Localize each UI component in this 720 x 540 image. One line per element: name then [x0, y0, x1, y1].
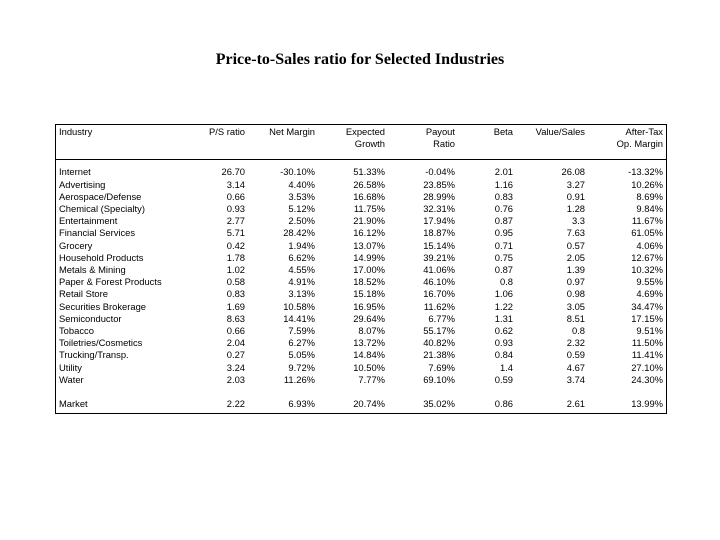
after-tax-margin-cell: 61.05% [631, 227, 663, 239]
net-margin-cell: 4.91% [288, 276, 315, 288]
beta-cell: 1.06 [494, 288, 513, 300]
table-row [56, 337, 666, 349]
ps-ratio-cell: 26.70 [221, 166, 245, 178]
table-row [56, 252, 666, 264]
expected-growth-cell: 14.84% [353, 349, 385, 361]
header-payout: Payout [425, 126, 455, 137]
expected-growth-cell: 51.33% [353, 166, 385, 178]
value-sales-cell: 0.8 [571, 325, 585, 337]
value-sales-cell: 3.3 [571, 215, 585, 227]
header-op-margin: Op. Margin [588, 138, 666, 160]
table-row [56, 191, 666, 203]
industry-cell: Utility [59, 361, 82, 373]
beta-cell: 2.01 [494, 166, 513, 178]
expected-growth-cell: 15.18% [353, 288, 385, 300]
value-sales-cell: 0.57 [566, 239, 585, 251]
value-sales-cell: 0.91 [566, 190, 585, 202]
industry-cell: Semiconductor [59, 312, 122, 324]
payout-ratio-cell: -0.04% [425, 166, 455, 178]
net-margin-cell: 14.41% [283, 312, 315, 324]
net-margin-cell: 5.12% [288, 203, 315, 215]
payout-ratio-cell: 11.62% [423, 300, 455, 312]
beta-cell: 0.62 [494, 325, 513, 337]
net-margin-cell: 10.58% [283, 300, 315, 312]
beta-cell: 0.95 [494, 227, 513, 239]
beta-cell: 0.87 [494, 264, 513, 276]
industry-table [56, 126, 666, 410]
net-margin-cell: 11.26% [283, 373, 315, 385]
value-sales-cell: 26.08 [561, 166, 585, 178]
after-tax-margin-cell: 10.32% [631, 264, 663, 276]
payout-ratio-cell: 6.77% [428, 312, 455, 324]
header-blank [56, 138, 188, 160]
after-tax-margin-cell: 11.50% [631, 337, 663, 349]
industry-cell: Household Products [59, 251, 144, 263]
net-margin-cell: 4.40% [288, 178, 315, 190]
after-tax-margin-cell: 17.15% [631, 312, 663, 324]
ps-ratio-cell: 1.02 [226, 264, 245, 276]
industry-cell: Financial Services [59, 227, 136, 239]
beta-cell: 0.76 [494, 203, 513, 215]
payout-ratio-cell: 69.10% [423, 373, 455, 385]
after-tax-margin-cell: 9.55% [636, 276, 663, 288]
payout-ratio-cell: 35.02% [423, 398, 455, 410]
net-margin-cell: 7.59% [288, 325, 315, 337]
industry-cell: Market [59, 398, 88, 410]
after-tax-margin-cell: 11.41% [631, 349, 663, 361]
table-row [56, 160, 666, 179]
expected-growth-cell: 21.90% [353, 215, 385, 227]
expected-growth-cell: 20.74% [353, 398, 385, 410]
expected-growth-cell: 17.00% [353, 264, 385, 276]
expected-growth-cell: 16.12% [353, 227, 385, 239]
header-blank [458, 138, 516, 160]
after-tax-margin-cell: 10.26% [631, 178, 663, 190]
value-sales-cell: 1.28 [566, 203, 585, 215]
value-sales-cell: 3.74 [566, 373, 585, 385]
value-sales-cell: 7.63 [566, 227, 585, 239]
value-sales-cell: 0.98 [566, 288, 585, 300]
payout-ratio-cell: 40.82% [423, 337, 455, 349]
header-after-tax: After-Tax [625, 126, 663, 137]
ps-ratio-cell: 2.04 [226, 337, 245, 349]
after-tax-margin-cell: 4.69% [636, 288, 663, 300]
ps-ratio-cell: 0.58 [226, 276, 245, 288]
net-margin-cell: 3.13% [288, 288, 315, 300]
table-body [56, 160, 666, 410]
expected-growth-cell: 29.64% [353, 312, 385, 324]
net-margin-cell: 4.55% [288, 264, 315, 276]
industry-cell: Toiletries/Cosmetics [59, 337, 143, 349]
beta-cell: 0.84 [494, 349, 513, 361]
industry-cell: Securities Brokerage [59, 300, 147, 312]
industry-cell: Aerospace/Defense [59, 190, 142, 202]
net-margin-cell: 2.50% [288, 215, 315, 227]
ps-ratio-cell: 1.78 [226, 251, 245, 263]
page-title: Price-to-Sales ratio for Selected Industries [215, 51, 505, 68]
header-expected: Expected [345, 126, 385, 137]
after-tax-margin-cell: 4.06% [636, 239, 663, 251]
payout-ratio-cell: 7.69% [428, 361, 455, 373]
industry-cell: Advertising [59, 178, 106, 190]
net-margin-cell: -30.10% [280, 166, 315, 178]
header-ratio: Ratio [388, 138, 458, 160]
after-tax-margin-cell: 9.51% [636, 325, 663, 337]
net-margin-cell: 6.93% [288, 398, 315, 410]
after-tax-margin-cell: 11.67% [631, 215, 663, 227]
beta-cell: 0.86 [494, 398, 513, 410]
header-beta: Beta [493, 126, 513, 137]
expected-growth-cell: 13.07% [353, 239, 385, 251]
ps-ratio-cell: 0.66 [226, 190, 245, 202]
table-row [56, 240, 666, 252]
beta-cell: 0.8 [499, 276, 513, 288]
ps-ratio-cell: 2.77 [226, 215, 245, 227]
beta-cell: 0.75 [494, 251, 513, 263]
payout-ratio-cell: 23.85% [423, 178, 455, 190]
after-tax-margin-cell: 34.47% [631, 300, 663, 312]
payout-ratio-cell: 41.06% [423, 264, 455, 276]
header-growth: Growth [318, 138, 388, 160]
table-row [56, 325, 666, 337]
ps-ratio-cell: 3.14 [226, 178, 245, 190]
expected-growth-cell: 14.99% [353, 251, 385, 263]
ps-ratio-cell: 0.83 [226, 288, 245, 300]
expected-growth-cell: 8.07% [358, 325, 385, 337]
table-row [56, 179, 666, 191]
payout-ratio-cell: 55.17% [423, 325, 455, 337]
payout-ratio-cell: 18.87% [423, 227, 455, 239]
expected-growth-cell: 13.72% [353, 337, 385, 349]
industry-cell: Metals & Mining [59, 264, 126, 276]
beta-cell: 1.4 [499, 361, 513, 373]
industry-cell: Paper & Forest Products [59, 276, 162, 288]
table-row [56, 227, 666, 239]
ps-ratio-cell: 0.66 [226, 325, 245, 337]
industry-cell: Trucking/Transp. [59, 349, 129, 361]
table-header [56, 126, 666, 160]
payout-ratio-cell: 21.38% [423, 349, 455, 361]
expected-growth-cell: 16.95% [353, 300, 385, 312]
after-tax-margin-cell: 24.30% [631, 373, 663, 385]
industry-cell: Tobacco [59, 325, 94, 337]
net-margin-cell: 9.72% [288, 361, 315, 373]
ps-ratio-cell: 1.69 [226, 300, 245, 312]
value-sales-cell: 2.05 [566, 251, 585, 263]
payout-ratio-cell: 16.70% [423, 288, 455, 300]
value-sales-cell: 0.97 [566, 276, 585, 288]
ps-ratio-cell: 3.24 [226, 361, 245, 373]
payout-ratio-cell: 17.94% [423, 215, 455, 227]
payout-ratio-cell: 15.14% [423, 239, 455, 251]
table-row [56, 349, 666, 361]
payout-ratio-cell: 28.99% [423, 190, 455, 202]
after-tax-margin-cell: 8.69% [636, 190, 663, 202]
table-row [56, 203, 666, 215]
industry-cell: Internet [59, 166, 91, 178]
header-row-1 [56, 126, 666, 138]
ps-ratio-cell: 2.22 [226, 398, 245, 410]
net-margin-cell: 6.62% [288, 251, 315, 263]
table-row [56, 276, 666, 288]
net-margin-cell: 3.53% [288, 190, 315, 202]
ps-ratio-cell: 0.93 [226, 203, 245, 215]
value-sales-cell: 4.67 [566, 361, 585, 373]
after-tax-margin-cell: 9.84% [636, 203, 663, 215]
expected-growth-cell: 11.75% [353, 203, 385, 215]
payout-ratio-cell: 39.21% [423, 251, 455, 263]
header-blank [516, 138, 588, 160]
beta-cell: 0.83 [494, 190, 513, 202]
industry-cell: Water [59, 373, 84, 385]
net-margin-cell: 1.94% [288, 239, 315, 251]
table-row [56, 374, 666, 386]
expected-growth-cell: 18.52% [353, 276, 385, 288]
market-row [56, 398, 666, 410]
value-sales-cell: 3.27 [566, 178, 585, 190]
beta-cell: 1.31 [494, 312, 513, 324]
value-sales-cell: 0.59 [566, 349, 585, 361]
ps-ratio-cell: 0.27 [226, 349, 245, 361]
industry-cell: Entertainment [59, 215, 118, 227]
expected-growth-cell: 10.50% [353, 361, 385, 373]
beta-cell: 1.16 [494, 178, 513, 190]
net-margin-cell: 28.42% [283, 227, 315, 239]
table-row [56, 301, 666, 313]
industry-cell: Retail Store [59, 288, 108, 300]
header-ps-ratio: P/S ratio [209, 126, 245, 137]
value-sales-cell: 3.05 [566, 300, 585, 312]
table-row [56, 313, 666, 325]
after-tax-margin-cell: 27.10% [631, 361, 663, 373]
value-sales-cell: 2.61 [566, 398, 585, 410]
after-tax-margin-cell: 13.99% [631, 398, 663, 410]
after-tax-margin-cell: 12.67% [631, 251, 663, 263]
expected-growth-cell: 26.58% [353, 178, 385, 190]
ps-ratio-cell: 0.42 [226, 239, 245, 251]
value-sales-cell: 8.51 [566, 312, 585, 324]
beta-cell: 0.71 [494, 239, 513, 251]
beta-cell: 0.59 [494, 373, 513, 385]
net-margin-cell: 6.27% [288, 337, 315, 349]
payout-ratio-cell: 46.10% [423, 276, 455, 288]
spacer-cell [56, 386, 666, 398]
expected-growth-cell: 16.68% [353, 190, 385, 202]
header-net-margin: Net Margin [269, 126, 315, 137]
beta-cell: 1.22 [494, 300, 513, 312]
header-industry: Industry [59, 126, 93, 137]
industry-cell: Grocery [59, 239, 93, 251]
table-row [56, 264, 666, 276]
table-row [56, 288, 666, 300]
payout-ratio-cell: 32.31% [423, 203, 455, 215]
value-sales-cell: 2.32 [566, 337, 585, 349]
ps-ratio-cell: 5.71 [226, 227, 245, 239]
header-blank [188, 138, 248, 160]
expected-growth-cell: 7.77% [358, 373, 385, 385]
ps-ratio-cell: 2.03 [226, 373, 245, 385]
beta-cell: 0.93 [494, 337, 513, 349]
header-blank [248, 138, 318, 160]
value-sales-cell: 1.39 [566, 264, 585, 276]
table-row [56, 215, 666, 227]
table-row [56, 362, 666, 374]
header-row-2 [56, 138, 666, 160]
after-tax-margin-cell: -13.32% [628, 166, 663, 178]
net-margin-cell: 5.05% [288, 349, 315, 361]
industry-cell: Chemical (Specialty) [59, 203, 145, 215]
header-value-sales: Value/Sales [535, 126, 585, 137]
beta-cell: 0.87 [494, 215, 513, 227]
spacer-row [56, 386, 666, 398]
ps-ratio-cell: 8.63 [226, 312, 245, 324]
